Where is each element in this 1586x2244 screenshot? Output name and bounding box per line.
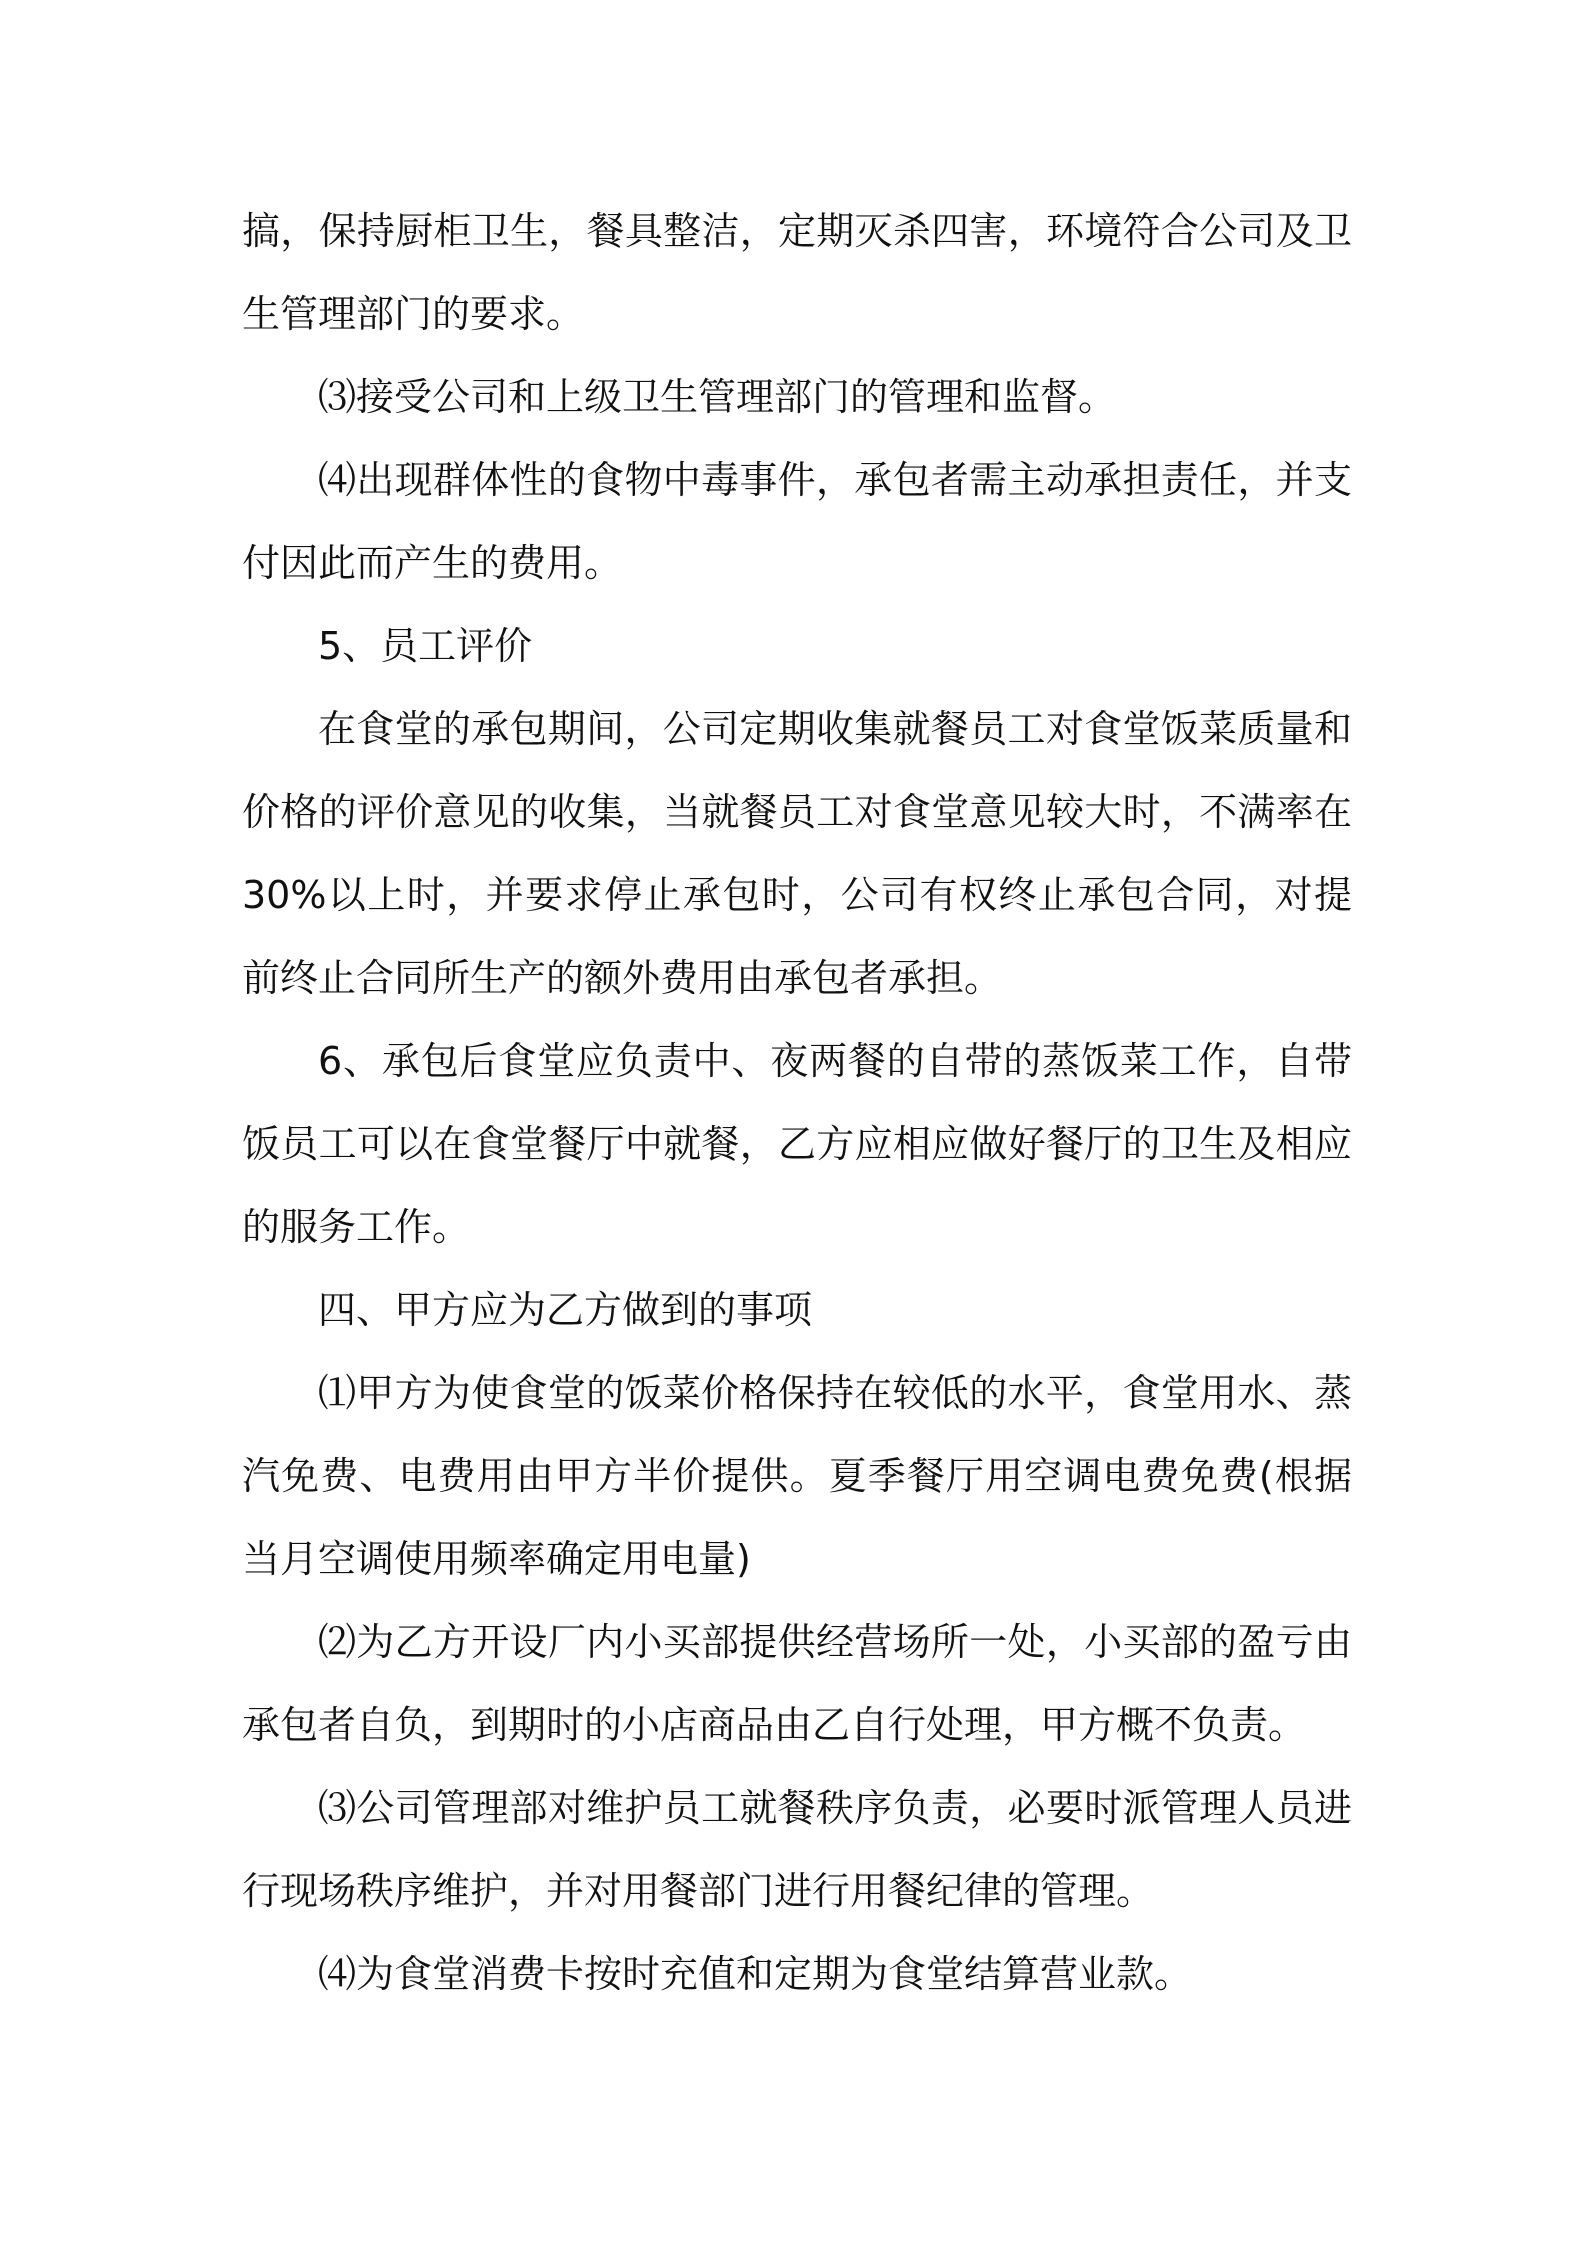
section-heading-party-a-obligations: 四、甲方应为乙方做到的事项: [318, 1288, 813, 1332]
paragraph-6: 6、承包后食堂应负责中、夜两餐的自带的蒸饭菜工作，自带饭员工可以在食堂餐厅中就餐，乙方应相应做好餐厅的卫生及相应的服务工作。: [242, 1039, 1352, 1249]
paragraph-9: ⑵为乙方开设厂内小买部提供经营场所一处，小买部的盈亏由承包者自负，到期时的小店商品由乙自行处理，甲方概不负责。: [242, 1620, 1352, 1747]
paragraph-10: ⑶公司管理部对维护员工就餐秩序负责，必要时派管理人员进行现场秩序维护，并对用餐部门进行用餐纪律的管理。: [242, 1786, 1352, 1913]
paragraph-1: 搞，保持厨柜卫生，餐具整洁，定期灭杀四害，环境符合公司及卫生管理部门的要求。: [242, 209, 1352, 336]
paragraph-8: ⑴甲方为使食堂的饭菜价格保持在较低的水平，食堂用水、蒸汽免费、电费用由甲方半价提供。夏季餐厅用空调电费免费(根据当月空调使用频率确定用电量): [242, 1371, 1352, 1581]
paragraph-2: ⑶接受公司和上级卫生管理部门的管理和监督。: [318, 375, 1117, 419]
paragraph-3: ⑷出现群体性的食物中毒事件，承包者需主动承担责任，并支付因此而产生的费用。: [242, 458, 1352, 585]
document-body: [242, 190, 1352, 2016]
section-heading-employee-evaluation: 5、员工评价: [318, 624, 533, 668]
paragraph-5: 在食堂的承包期间，公司定期收集就餐员工对食堂饭菜质量和价格的评价意见的收集，当就餐员工对食堂意见较大时，不满率在30%以上时，并要求停止承包时，公司有权终止承包合同，对提前终止合同所生产的额外费用由承包者承担。: [242, 707, 1352, 1000]
paragraph-11: ⑷为食堂消费卡按时充值和定期为食堂结算营业款。: [318, 1952, 1193, 1996]
